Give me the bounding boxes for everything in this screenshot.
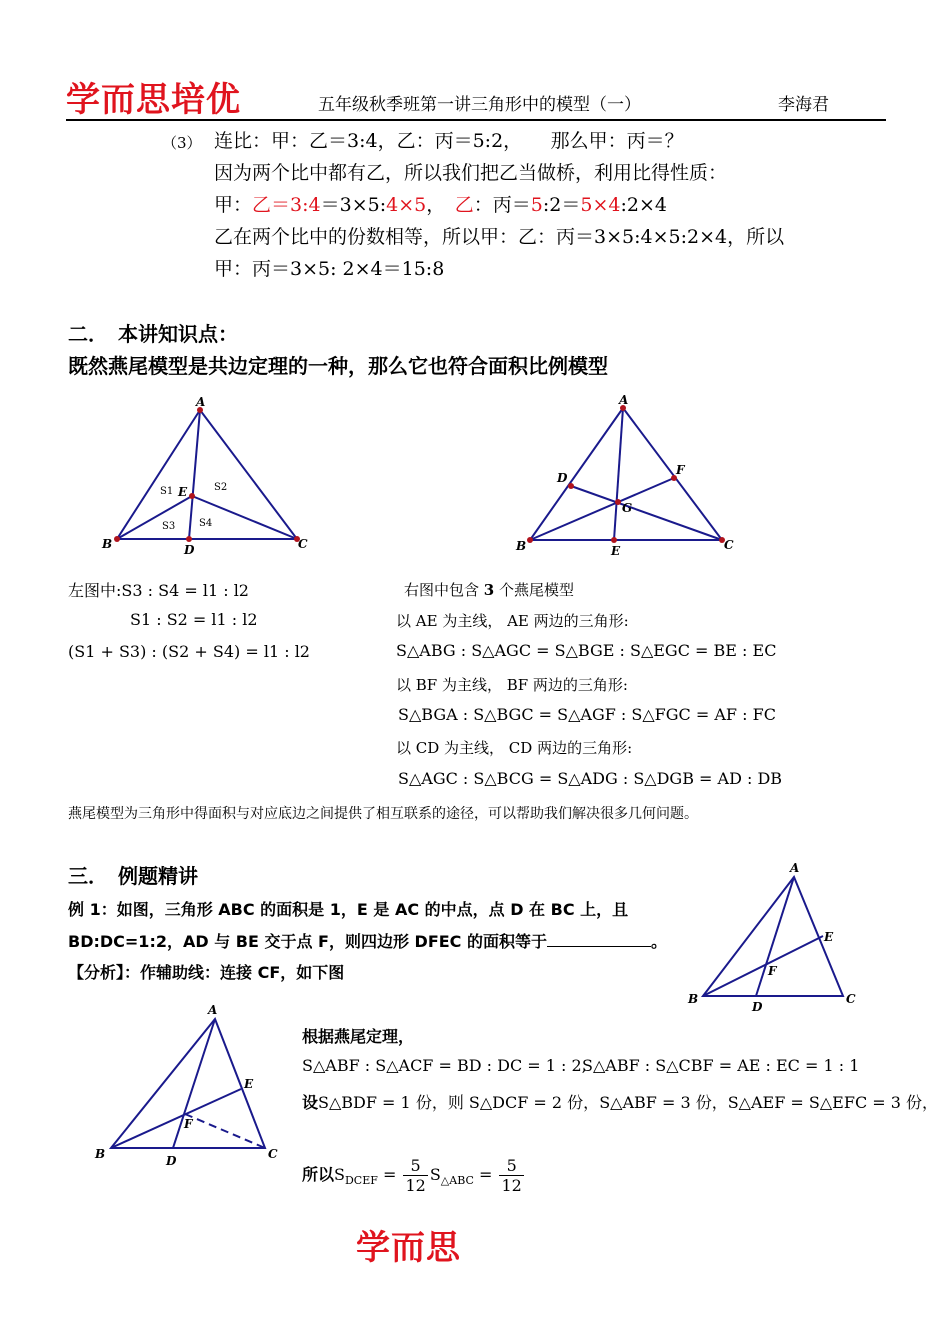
label-d: D <box>557 471 568 485</box>
right-intro-text: 右图中包含 <box>404 581 480 599</box>
bf-mainline: 以 BF 为主线， BF 两边的三角形: <box>396 676 628 694</box>
solution-sub: DCEF <box>344 1174 378 1188</box>
segment-ae <box>614 408 623 540</box>
bf-equation: S△BGA : S△BGC = S△AGF : S△FGC = AF : FC <box>398 705 776 724</box>
solution-theorem: 根据燕尾定理， <box>302 1027 415 1046</box>
label-e: E <box>611 544 621 558</box>
ratio-text: :2＝ <box>542 194 581 216</box>
ratio-text-red: 5×4 <box>580 194 621 216</box>
right-intro <box>404 579 574 600</box>
fraction-5-12 <box>403 1156 427 1195</box>
segment-ad <box>173 1019 215 1148</box>
section-3-title: 三． 例题精讲 <box>68 864 198 888</box>
point-d <box>186 536 192 542</box>
label-d: D <box>752 1000 763 1014</box>
label-e: E <box>244 1077 254 1091</box>
section-2-subtitle: 既然燕尾模型是共边定理的一种，那么它也符合面积比例模型 <box>68 354 608 378</box>
fraction-numerator: 5 <box>499 1156 523 1176</box>
ratio-line-2: 因为两个比中都有乙，所以我们把乙当做桥，利用比得性质： <box>214 162 728 184</box>
swallowtail-figure-right <box>510 392 740 562</box>
ratio-text: ＝3×5: <box>320 194 387 216</box>
label-b: B <box>95 1147 106 1161</box>
label-a: A <box>196 395 206 409</box>
example-1-line-2 <box>68 929 667 952</box>
solution-let-1: S△BDF = 1 份，则 S△DCF = 2 份， <box>318 1093 600 1112</box>
example-1-text: BD:DC=1:2，AD 与 BE 交于点 F，则四边形 DFEC 的面积等于 <box>68 932 547 951</box>
solution-sub: △ABC <box>440 1174 474 1188</box>
swallowtail-figure-left <box>96 392 316 562</box>
point-d <box>568 483 574 489</box>
label-a: A <box>208 1003 218 1017</box>
analysis-line: 【分析】：作辅助线：连接 CF，如下图 <box>68 963 345 982</box>
footer-brand: 学而思 <box>356 1228 461 1268</box>
segment-be <box>117 496 192 539</box>
label-s4: S4 <box>199 518 213 529</box>
ratio-line-5: 甲：丙＝3×5: 2×4＝15:8 <box>214 258 445 280</box>
label-f: F <box>768 964 777 978</box>
left-formula-3: (S1 + S3) : (S2 + S4) = l1 : l2 <box>68 642 310 661</box>
cd-mainline: 以 CD 为主线， CD 两边的三角形: <box>396 739 633 757</box>
label-b: B <box>102 537 113 551</box>
section-2-title: 二． 本讲知识点： <box>68 322 238 346</box>
left-formula-2: S1 : S2 = l1 : l2 <box>130 610 258 629</box>
point-b <box>527 537 533 543</box>
ratio-text: 甲： <box>214 194 253 216</box>
left-formula-eq: S3 : S4 = l1 : l2 <box>121 581 249 600</box>
point-e <box>189 493 195 499</box>
label-d: D <box>184 543 195 557</box>
brand-logo-text: 学而思培优 <box>66 80 241 120</box>
fraction-denominator: 12 <box>501 1176 522 1195</box>
ratio-text: ：丙＝ <box>473 194 531 216</box>
label-a: A <box>790 861 800 875</box>
left-formula-prefix: 左图中: <box>68 581 122 600</box>
solution-conclusion <box>302 1156 526 1195</box>
label-c: C <box>846 992 856 1006</box>
summary-text: 燕尾模型为三角形中得面积与对应底边之间提供了相互联系的途径，可以帮助我们解决很多几何问题。 <box>68 806 698 822</box>
fraction-5-12 <box>499 1156 523 1195</box>
ratio-text-red: 乙 <box>454 194 474 216</box>
ratio-text-red: 4×5 <box>386 194 427 216</box>
ae-mainline: 以 AE 为主线， AE 两边的三角形: <box>396 612 629 630</box>
label-b: B <box>516 539 527 553</box>
label-c: C <box>298 537 308 551</box>
label-a: A <box>619 393 629 407</box>
label-c: C <box>724 538 734 552</box>
label-d: D <box>166 1154 177 1168</box>
solution-so-prefix: 所以 <box>302 1165 335 1184</box>
left-formula-1 <box>68 578 249 601</box>
solution-let <box>302 1090 938 1113</box>
solution-let-3: S△AEF = S△EFC = 3 份， <box>727 1093 939 1112</box>
label-f: F <box>676 463 685 477</box>
cd-equation: S△AGC : S△BCG = S△ADG : S△DGB = AD : DB <box>398 769 783 788</box>
example-1-line-1: 例 1：如图，三角形 ABC 的面积是 1，E 是 AC 的中点，点 D 在 BC 上，且 <box>68 900 629 919</box>
label-f: F <box>184 1117 193 1131</box>
ratio-text: ， <box>426 194 455 216</box>
ratio-text-red: 5 <box>530 194 543 216</box>
ae-equation: S△ABG : S△AGC = S△BGE : S△EGC = BE : EC <box>396 641 777 660</box>
example-1-figure <box>680 855 860 1015</box>
page-header-title: 五年级秋季班第一讲三角形中的模型（一） <box>318 95 641 115</box>
point-g <box>615 499 621 505</box>
segment-ad <box>756 877 794 996</box>
item-number: （3） <box>162 134 202 152</box>
right-intro-text: 个燕尾模型 <box>499 581 575 599</box>
point-e <box>611 537 617 543</box>
label-e: E <box>178 485 188 499</box>
solution-eq-1: S△ABF : S△ACF = BD : DC = 1 : 2, <box>302 1056 587 1075</box>
fraction-denominator: 12 <box>405 1176 426 1195</box>
solution-s: S <box>429 1165 441 1184</box>
solution-eq-2: S△ABF : S△CBF = AE : EC = 1 : 1 <box>582 1056 860 1075</box>
solution-let-prefix: 设 <box>302 1093 319 1112</box>
label-g: G <box>622 501 633 515</box>
label-s2: S2 <box>214 482 228 493</box>
label-c: C <box>268 1147 278 1161</box>
example-1-end: 。 <box>651 932 668 951</box>
label-s3: S3 <box>162 521 176 532</box>
solution-let-2: S△ABF = 3 份， <box>599 1093 728 1112</box>
segment-be <box>703 936 823 996</box>
answer-blank[interactable] <box>547 930 651 947</box>
solution-eq: = <box>377 1165 402 1184</box>
ratio-text: :2×4 <box>620 194 667 216</box>
point-b <box>114 536 120 542</box>
page-header-author: 李海君 <box>778 95 829 115</box>
label-e: E <box>824 930 834 944</box>
ratio-line-3 <box>214 190 667 217</box>
label-s1: S1 <box>160 486 174 497</box>
fraction-numerator: 5 <box>403 1156 427 1176</box>
solution-eq: = <box>473 1165 498 1184</box>
ratio-line-4: 乙在两个比中的份数相等，所以甲：乙：丙＝3×5:4×5:2×4，所以 <box>214 226 785 248</box>
label-b: B <box>688 992 699 1006</box>
header-rule <box>66 119 886 121</box>
auxiliary-line-figure <box>88 1000 288 1172</box>
ratio-text-red: 乙＝3:4 <box>252 194 321 216</box>
ratio-line-1: 连比：甲：乙＝3:4，乙：丙＝5:2， 那么甲：丙＝？ <box>214 130 684 152</box>
solution-s: S <box>334 1165 345 1184</box>
right-intro-count: 3 <box>483 581 495 599</box>
